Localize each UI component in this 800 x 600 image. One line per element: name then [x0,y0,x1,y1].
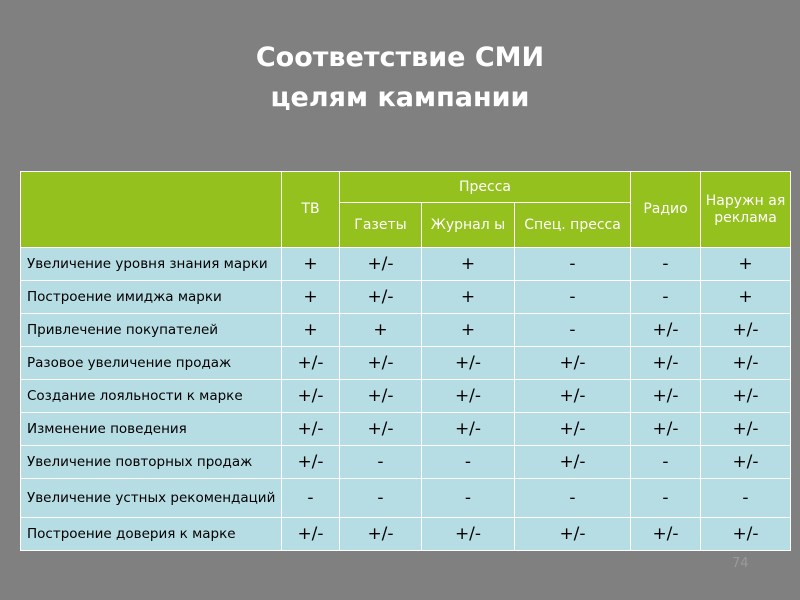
rating-cell: +/- [701,446,791,479]
rating-cell: + [282,248,340,281]
table-row [21,314,791,347]
header-magazines: Журнал ы [422,203,515,248]
rating-cell: +/- [631,518,701,551]
rating-cell: + [282,281,340,314]
rating-cell: +/- [340,347,422,380]
row-label: Изменение поведения [21,413,282,446]
rating-cell: + [701,248,791,281]
row-label: Привлечение покупателей [21,314,282,347]
rating-cell: - [422,479,515,518]
media-goals-table [20,171,791,551]
rating-cell: +/- [422,347,515,380]
rating-cell: +/- [340,413,422,446]
rating-cell: - [631,479,701,518]
rating-cell: - [515,479,631,518]
rating-cell: +/- [631,347,701,380]
table-row [21,446,791,479]
rating-cell: - [515,248,631,281]
table-row [21,380,791,413]
rating-cell: + [422,248,515,281]
title-line-1: Соответствие СМИ [255,42,545,73]
rating-cell: +/- [282,380,340,413]
table-row [21,347,791,380]
rating-cell: - [631,248,701,281]
rating-cell: - [701,479,791,518]
corner-header-cell [21,172,282,248]
rating-cell: +/- [282,413,340,446]
rating-cell: + [340,314,422,347]
rating-cell: + [701,281,791,314]
rating-cell: +/- [515,347,631,380]
table-body [21,248,791,551]
table-row [21,281,791,314]
rating-cell: - [340,446,422,479]
rating-cell: +/- [631,314,701,347]
table-row [21,518,791,551]
table-row [21,479,791,518]
header-newspapers: Газеты [340,203,422,248]
rating-cell: + [282,314,340,347]
header-radio: Радио [631,172,701,248]
rating-cell: +/- [515,446,631,479]
rating-cell: +/- [515,413,631,446]
rating-cell: +/- [701,380,791,413]
rating-cell: +/- [701,314,791,347]
rating-cell: + [422,314,515,347]
header-tv: ТВ [282,172,340,248]
rating-cell: +/- [340,380,422,413]
slide-title [0,38,800,118]
table-row [21,248,791,281]
row-label: Увеличение устных рекомендаций [21,479,282,518]
rating-cell: +/- [340,518,422,551]
row-label: Увеличение повторных продаж [21,446,282,479]
rating-cell: +/- [631,380,701,413]
rating-cell: - [631,446,701,479]
row-label: Построение имиджа марки [21,281,282,314]
rating-cell: +/- [422,380,515,413]
rating-cell: - [282,479,340,518]
rating-cell: +/- [701,413,791,446]
rating-cell: +/- [282,446,340,479]
rating-cell: +/- [282,518,340,551]
title-line-2: целям кампании [270,82,530,113]
table-row [21,413,791,446]
rating-cell: - [515,281,631,314]
row-label: Построение доверия к марке [21,518,282,551]
rating-cell: + [422,281,515,314]
rating-cell: +/- [515,380,631,413]
rating-cell: +/- [422,518,515,551]
rating-cell: +/- [340,248,422,281]
header-special-press: Спец. пресса [515,203,631,248]
row-label: Увеличение уровня знания марки [21,248,282,281]
rating-cell: - [340,479,422,518]
rating-cell: +/- [282,347,340,380]
header-press: Пресса [340,172,631,203]
rating-cell: +/- [340,281,422,314]
rating-cell: - [422,446,515,479]
rating-cell: +/- [701,518,791,551]
rating-cell: - [515,314,631,347]
page-number: 74 [732,556,749,571]
rating-cell: +/- [422,413,515,446]
header-outdoor: Наружн ая реклама [701,172,791,248]
row-label: Создание лояльности к марке [21,380,282,413]
rating-cell: +/- [701,347,791,380]
rating-cell: - [631,281,701,314]
row-label: Разовое увеличение продаж [21,347,282,380]
rating-cell: +/- [631,413,701,446]
rating-cell: +/- [515,518,631,551]
